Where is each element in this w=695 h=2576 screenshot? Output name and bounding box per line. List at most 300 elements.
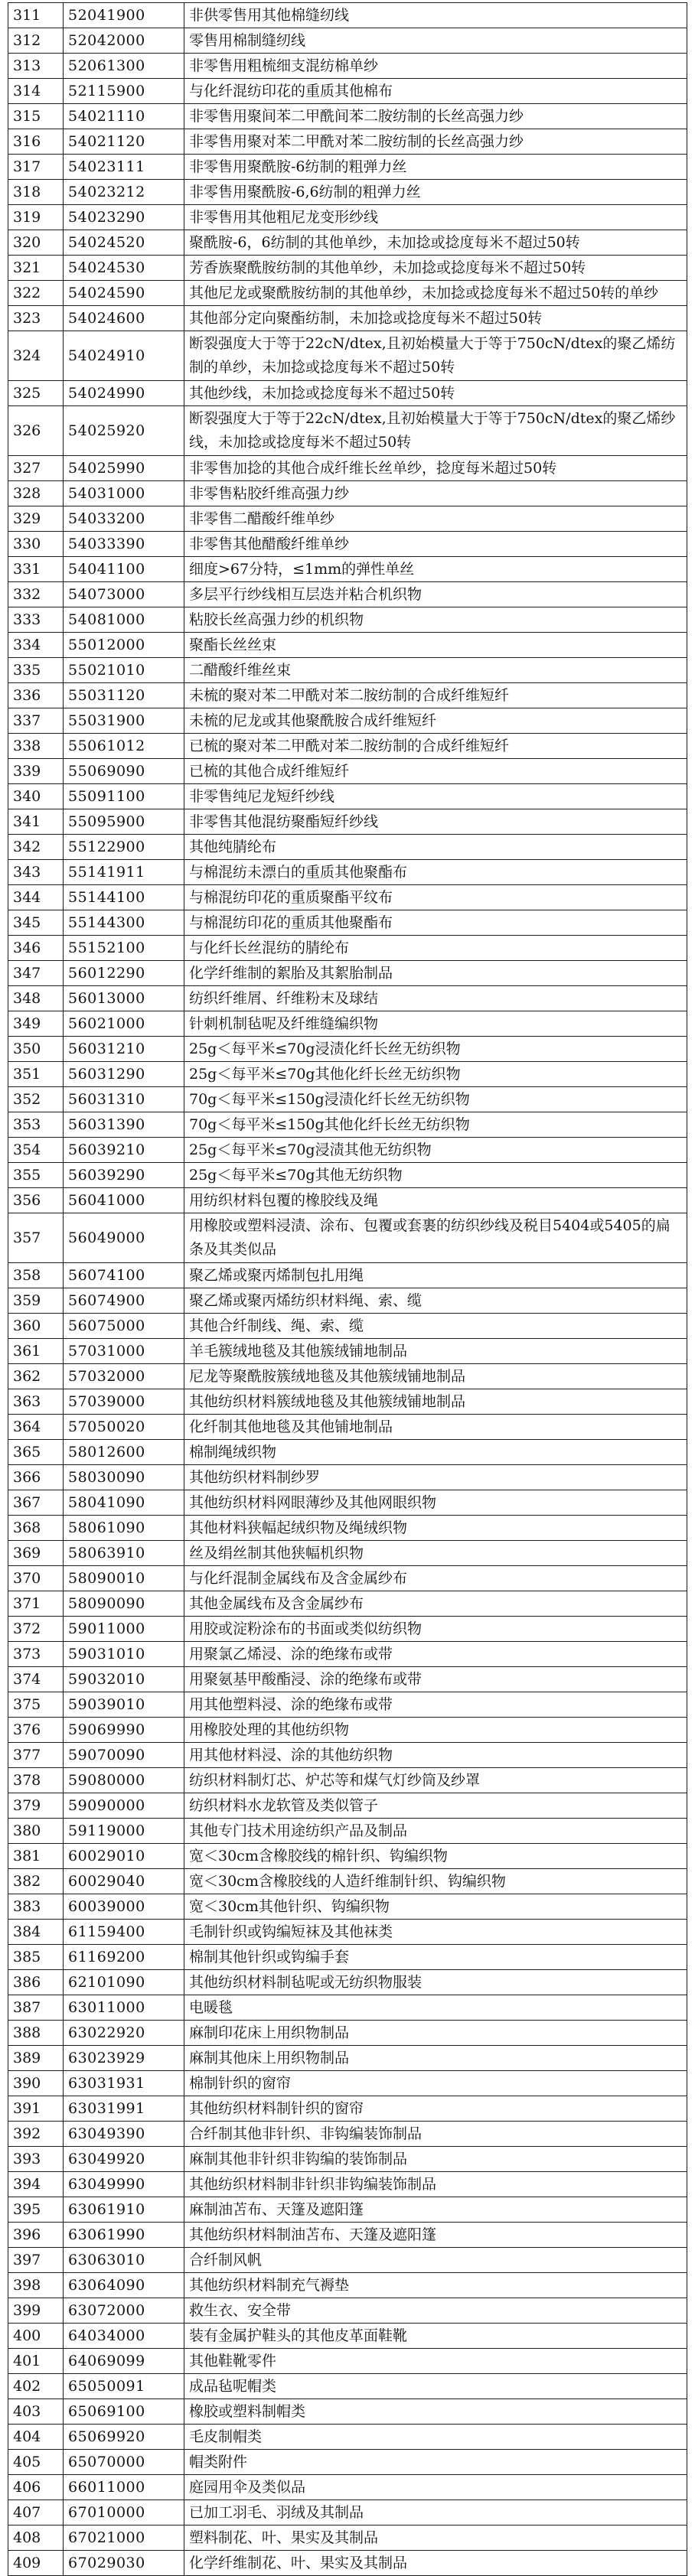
goods-description: 其他纺织材料网眼薄纱及其他网眼织物 <box>184 1490 687 1516</box>
hs-code: 55012000 <box>64 633 184 658</box>
row-number: 363 <box>8 1389 64 1415</box>
goods-description: 宽＜30cm含橡胶线的人造纤维制针织、钩编织物 <box>184 1869 687 1894</box>
hs-code: 58030090 <box>64 1465 184 1490</box>
row-number: 337 <box>8 708 64 734</box>
hs-code: 55031120 <box>64 683 184 708</box>
goods-description: 毛皮制帽类 <box>184 2425 687 2450</box>
hs-code: 60029010 <box>64 1844 184 1869</box>
table-row <box>8 1591 687 1617</box>
hs-code: 59070090 <box>64 1743 184 1768</box>
hs-code: 56031390 <box>64 1112 184 1138</box>
table-row <box>8 2273 687 2298</box>
table-row <box>8 481 687 506</box>
row-number: 401 <box>8 2349 64 2374</box>
goods-description: 棉制其他针织或钩编手套 <box>184 1945 687 1970</box>
row-number: 376 <box>8 1718 64 1743</box>
hs-code: 63023929 <box>64 2046 184 2071</box>
row-number: 328 <box>8 481 64 506</box>
goods-description: 麻制印花床上用织物制品 <box>184 2021 687 2046</box>
table-row <box>8 2374 687 2399</box>
goods-description: 25g＜每平米≤70g浸渍其他无纺织物 <box>184 1138 687 1163</box>
row-number: 340 <box>8 784 64 809</box>
goods-description: 棉制针织的窗帘 <box>184 2071 687 2096</box>
row-number: 355 <box>8 1163 64 1188</box>
row-number: 383 <box>8 1894 64 1920</box>
hs-code: 63061910 <box>64 2197 184 2223</box>
table-row <box>8 633 687 658</box>
goods-description: 非零售用其他粗尼龙变形纱线 <box>184 205 687 230</box>
table-row <box>8 281 687 306</box>
row-number: 373 <box>8 1642 64 1667</box>
table-row <box>8 1718 687 1743</box>
hs-code: 63031931 <box>64 2071 184 2096</box>
table-row <box>8 2500 687 2526</box>
table-row <box>8 1667 687 1692</box>
goods-description: 其他纺织材料制油苫布、天篷及遮阳篷 <box>184 2223 687 2248</box>
hs-code: 56031290 <box>64 1062 184 1087</box>
goods-description: 其他纯腈纶布 <box>184 835 687 860</box>
row-number: 353 <box>8 1112 64 1138</box>
table-row <box>8 1566 687 1591</box>
table-row <box>8 1541 687 1566</box>
row-number: 409 <box>8 2551 64 2576</box>
table-row <box>8 607 687 633</box>
hs-code: 60029040 <box>64 1869 184 1894</box>
hs-code: 55144300 <box>64 910 184 936</box>
goods-description: 断裂强度大于等于22cN/dtex,且初始模量大于等于750cN/dtex的聚乙烯纱线，未加捻或捻度每米不超过50转 <box>184 406 687 456</box>
goods-description: 其他专门技术用途纺织产品及制品 <box>184 1819 687 1844</box>
row-number: 341 <box>8 809 64 835</box>
hs-code: 55095900 <box>64 809 184 835</box>
hs-code: 58063910 <box>64 1541 184 1566</box>
hs-code: 67010000 <box>64 2500 184 2526</box>
row-number: 369 <box>8 1541 64 1566</box>
hs-code: 54033390 <box>64 532 184 557</box>
table-row <box>8 2172 687 2197</box>
goods-description: 非零售二醋酸纤维单纱 <box>184 506 687 532</box>
table-row <box>8 1364 687 1389</box>
hs-code: 67021000 <box>64 2526 184 2551</box>
goods-description: 断裂强度大于等于22cN/dtex,且初始模量大于等于750cN/dtex的聚乙烯纺制的单纱，未加捻或捻度每米不超过50转 <box>184 331 687 381</box>
goods-description: 芳香族聚酰胺纺制的其他单纱，未加捻或捻度每米不超过50转 <box>184 256 687 281</box>
goods-description: 聚酰胺-6，6纺制的其他单纱，未加捻或捻度每米不超过50转 <box>184 230 687 256</box>
hs-code: 54024590 <box>64 281 184 306</box>
goods-description: 丝及绢丝制其他狭幅机织物 <box>184 1541 687 1566</box>
goods-description: 尼龙等聚酰胺簇绒地毯及其他簇绒铺地制品 <box>184 1364 687 1389</box>
table-row <box>8 1920 687 1945</box>
goods-description: 其他纺织材料制非针织非钩编装饰制品 <box>184 2172 687 2197</box>
goods-description: 零售用棉制缝纫线 <box>184 28 687 54</box>
goods-description: 25g＜每平米≤70g其他无纺织物 <box>184 1163 687 1188</box>
goods-description: 聚乙烯或聚丙烯纺织材料绳、索、缆 <box>184 1288 687 1314</box>
tariff-table <box>8 2 687 2576</box>
row-number: 361 <box>8 1339 64 1364</box>
row-number: 377 <box>8 1743 64 1768</box>
hs-code: 60039000 <box>64 1894 184 1920</box>
goods-description: 非供零售用其他棉缝纫线 <box>184 3 687 28</box>
goods-description: 化纤制其他地毯及其他铺地制品 <box>184 1415 687 1440</box>
table-row <box>8 205 687 230</box>
goods-description: 未梳的尼龙或其他聚酰胺合成纤维短纤 <box>184 708 687 734</box>
row-number: 313 <box>8 54 64 79</box>
goods-description: 非零售其他混纺聚酯短纤纱线 <box>184 809 687 835</box>
row-number: 389 <box>8 2046 64 2071</box>
goods-description: 70g＜每平米≤150g其他化纤长丝无纺织物 <box>184 1112 687 1138</box>
hs-code: 63049990 <box>64 2172 184 2197</box>
hs-code: 63063010 <box>64 2248 184 2273</box>
hs-code: 55069090 <box>64 759 184 784</box>
row-number: 342 <box>8 835 64 860</box>
hs-code: 64069099 <box>64 2349 184 2374</box>
row-number: 360 <box>8 1314 64 1339</box>
goods-description: 帽类附件 <box>184 2450 687 2475</box>
goods-description: 70g＜每平米≤150g浸渍化纤长丝无纺织物 <box>184 1087 687 1112</box>
goods-description: 二醋酸纤维丝束 <box>184 658 687 683</box>
hs-code: 56074100 <box>64 1263 184 1288</box>
goods-description: 其他材料狭幅起绒织物及绳绒织物 <box>184 1516 687 1541</box>
hs-code: 59080000 <box>64 1768 184 1793</box>
hs-code: 66011000 <box>64 2475 184 2500</box>
row-number: 312 <box>8 28 64 54</box>
row-number: 329 <box>8 506 64 532</box>
goods-description: 用聚氯乙烯浸、涂的绝缘布或带 <box>184 1642 687 1667</box>
table-row <box>8 2526 687 2551</box>
row-number: 324 <box>8 331 64 381</box>
hs-code: 54021120 <box>64 129 184 155</box>
row-number: 319 <box>8 205 64 230</box>
goods-description: 化学纤维制花、叶、果实及其制品 <box>184 2551 687 2576</box>
hs-code: 52041900 <box>64 3 184 28</box>
goods-description: 非零售粘胶纤维高强力纱 <box>184 481 687 506</box>
row-number: 318 <box>8 180 64 205</box>
hs-code: 63064090 <box>64 2273 184 2298</box>
table-row <box>8 331 687 381</box>
goods-description: 塑料制花、叶、果实及其制品 <box>184 2526 687 2551</box>
table-row <box>8 986 687 1011</box>
row-number: 311 <box>8 3 64 28</box>
table-row <box>8 1415 687 1440</box>
hs-code: 58090010 <box>64 1566 184 1591</box>
hs-code: 54073000 <box>64 582 184 607</box>
table-row <box>8 1743 687 1768</box>
goods-description: 其他合纤制线、绳、索、缆 <box>184 1314 687 1339</box>
hs-code: 55122900 <box>64 835 184 860</box>
table-row <box>8 683 687 708</box>
goods-description: 用橡胶处理的其他纺织物 <box>184 1718 687 1743</box>
row-number: 332 <box>8 582 64 607</box>
table-row <box>8 2096 687 2122</box>
goods-description: 其他鞋靴零件 <box>184 2349 687 2374</box>
goods-description: 橡胶或塑料制帽类 <box>184 2399 687 2425</box>
goods-description: 非零售加捻的其他合成纤维长丝单纱，捻度每米超过50转 <box>184 456 687 481</box>
goods-description: 救生衣、安全带 <box>184 2298 687 2324</box>
row-number: 359 <box>8 1288 64 1314</box>
row-number: 386 <box>8 1970 64 1995</box>
goods-description: 与棉混纺印花的重质其他聚酯布 <box>184 910 687 936</box>
row-number: 406 <box>8 2475 64 2500</box>
goods-description: 与化纤混纺印花的重质其他棉布 <box>184 79 687 104</box>
hs-code: 56039210 <box>64 1138 184 1163</box>
goods-description: 细度>67分特，≤1mm的弹性单丝 <box>184 557 687 582</box>
goods-description: 非零售其他醋酸纤维单纱 <box>184 532 687 557</box>
goods-description: 与化纤混制金属线布及含金属纱布 <box>184 1566 687 1591</box>
hs-code: 55141911 <box>64 860 184 885</box>
hs-code: 54023290 <box>64 205 184 230</box>
table-row <box>8 28 687 54</box>
hs-code: 56021000 <box>64 1011 184 1037</box>
hs-code: 54033200 <box>64 506 184 532</box>
hs-code: 56049000 <box>64 1213 184 1263</box>
table-row <box>8 381 687 406</box>
table-row <box>8 180 687 205</box>
table-row <box>8 1389 687 1415</box>
table-row <box>8 708 687 734</box>
goods-description: 麻制油苫布、天篷及遮阳篷 <box>184 2197 687 2223</box>
goods-description: 毛制针织或钩编短袜及其他袜类 <box>184 1920 687 1945</box>
row-number: 403 <box>8 2399 64 2425</box>
hs-code: 56031210 <box>64 1037 184 1062</box>
hs-code: 63061990 <box>64 2223 184 2248</box>
hs-code: 55152100 <box>64 936 184 961</box>
goods-description: 其他尼龙或聚酰胺纺制的其他单纱，未加捻或捻度每米不超过50转的单纱 <box>184 281 687 306</box>
table-row <box>8 1768 687 1793</box>
goods-description: 麻制其他非针织非钩编的装饰制品 <box>184 2147 687 2172</box>
table-row <box>8 784 687 809</box>
table-row <box>8 2349 687 2374</box>
hs-code: 54041100 <box>64 557 184 582</box>
table-row <box>8 79 687 104</box>
row-number: 334 <box>8 633 64 658</box>
row-number: 387 <box>8 1995 64 2021</box>
hs-code: 57031000 <box>64 1339 184 1364</box>
row-number: 357 <box>8 1213 64 1263</box>
table-row <box>8 2071 687 2096</box>
table-row <box>8 2425 687 2450</box>
goods-description: 其他部分定向聚酯纺制，未加捻或捻度每米不超过50转 <box>184 306 687 331</box>
hs-code: 55021010 <box>64 658 184 683</box>
hs-code: 63031991 <box>64 2096 184 2122</box>
table-row <box>8 860 687 885</box>
hs-code: 65069920 <box>64 2425 184 2450</box>
row-number: 351 <box>8 1062 64 1087</box>
hs-code: 59031010 <box>64 1642 184 1667</box>
hs-code: 65050091 <box>64 2374 184 2399</box>
row-number: 323 <box>8 306 64 331</box>
goods-description: 已加工羽毛、羽绒及其制品 <box>184 2500 687 2526</box>
goods-description: 与棉混纺未漂白的重质其他聚酯布 <box>184 860 687 885</box>
hs-code: 55031900 <box>64 708 184 734</box>
table-row <box>8 155 687 180</box>
table-row <box>8 2147 687 2172</box>
goods-description: 麻制其他床上用织物制品 <box>184 2046 687 2071</box>
goods-description: 宽＜30cm其他针织、钩编织物 <box>184 1894 687 1920</box>
table-row <box>8 2551 687 2576</box>
row-number: 331 <box>8 557 64 582</box>
hs-code: 59119000 <box>64 1819 184 1844</box>
hs-code: 54025990 <box>64 456 184 481</box>
row-number: 326 <box>8 406 64 456</box>
goods-description: 羊毛簇绒地毯及其他簇绒铺地制品 <box>184 1339 687 1364</box>
hs-code: 59069990 <box>64 1718 184 1743</box>
goods-description: 非零售用聚间苯二甲酰间苯二胺纺制的长丝高强力纱 <box>184 104 687 129</box>
row-number: 402 <box>8 2374 64 2399</box>
hs-code: 63049390 <box>64 2122 184 2147</box>
hs-code: 65069100 <box>64 2399 184 2425</box>
row-number: 320 <box>8 230 64 256</box>
goods-description: 25g＜每平米≤70g浸渍化纤长丝无纺织物 <box>184 1037 687 1062</box>
table-row <box>8 1894 687 1920</box>
table-row <box>8 1970 687 1995</box>
goods-description: 电暖毯 <box>184 1995 687 2021</box>
goods-description: 已梳的聚对苯二甲酰对苯二胺纺制的合成纤维短纤 <box>184 734 687 759</box>
table-row <box>8 1945 687 1970</box>
row-number: 379 <box>8 1793 64 1819</box>
table-row <box>8 1617 687 1642</box>
table-row <box>8 129 687 155</box>
row-number: 404 <box>8 2425 64 2450</box>
hs-code: 56031310 <box>64 1087 184 1112</box>
goods-description: 25g＜每平米≤70g其他化纤长丝无纺织物 <box>184 1062 687 1087</box>
table-row <box>8 835 687 860</box>
row-number: 390 <box>8 2071 64 2096</box>
table-row <box>8 557 687 582</box>
row-number: 315 <box>8 104 64 129</box>
row-number: 350 <box>8 1037 64 1062</box>
row-number: 317 <box>8 155 64 180</box>
table-row <box>8 1087 687 1112</box>
goods-description: 其他纺织材料制针织的窗帘 <box>184 2096 687 2122</box>
row-number: 405 <box>8 2450 64 2475</box>
goods-description: 其他纺织材料制毡呢或无纺织物服装 <box>184 1970 687 1995</box>
table-row <box>8 306 687 331</box>
table-row <box>8 2223 687 2248</box>
row-number: 391 <box>8 2096 64 2122</box>
goods-description: 聚酯长丝丝束 <box>184 633 687 658</box>
row-number: 347 <box>8 961 64 986</box>
row-number: 362 <box>8 1364 64 1389</box>
table-row <box>8 961 687 986</box>
hs-code: 55061012 <box>64 734 184 759</box>
hs-code: 61159400 <box>64 1920 184 1945</box>
row-number: 366 <box>8 1465 64 1490</box>
goods-description: 成品毡呢帽类 <box>184 2374 687 2399</box>
table-row <box>8 1844 687 1869</box>
table-row <box>8 2298 687 2324</box>
row-number: 385 <box>8 1945 64 1970</box>
table-row <box>8 1642 687 1667</box>
hs-code: 54024910 <box>64 331 184 381</box>
goods-description: 化学纤维制的絮胎及其絮胎制品 <box>184 961 687 986</box>
hs-code: 65070000 <box>64 2450 184 2475</box>
table-row <box>8 230 687 256</box>
row-number: 348 <box>8 986 64 1011</box>
table-row <box>8 2399 687 2425</box>
table-row <box>8 1213 687 1263</box>
row-number: 392 <box>8 2122 64 2147</box>
row-number: 396 <box>8 2223 64 2248</box>
hs-code: 58041090 <box>64 1490 184 1516</box>
table-row <box>8 734 687 759</box>
goods-description: 合纤制其他非针织、非钩编装饰制品 <box>184 2122 687 2147</box>
hs-code: 58061090 <box>64 1516 184 1541</box>
table-row <box>8 936 687 961</box>
hs-code: 52115900 <box>64 79 184 104</box>
goods-description: 合纤制风帆 <box>184 2248 687 2273</box>
goods-description: 未梳的聚对苯二甲酰对苯二胺纺制的合成纤维短纤 <box>184 683 687 708</box>
goods-description: 纺织纤维屑、纤维粉末及球结 <box>184 986 687 1011</box>
row-number: 397 <box>8 2248 64 2273</box>
hs-code: 54024600 <box>64 306 184 331</box>
hs-code: 56013000 <box>64 986 184 1011</box>
goods-description: 非零售用粗梳细支混纺棉单纱 <box>184 54 687 79</box>
hs-code: 59090000 <box>64 1793 184 1819</box>
row-number: 380 <box>8 1819 64 1844</box>
table-row <box>8 1490 687 1516</box>
table-row <box>8 456 687 481</box>
table-row <box>8 2197 687 2223</box>
table-row <box>8 1314 687 1339</box>
table-row <box>8 406 687 456</box>
row-number: 370 <box>8 1566 64 1591</box>
row-number: 368 <box>8 1516 64 1541</box>
hs-code: 56075000 <box>64 1314 184 1339</box>
row-number: 345 <box>8 910 64 936</box>
table-row <box>8 1188 687 1213</box>
hs-code: 54081000 <box>64 607 184 633</box>
table-row <box>8 1440 687 1465</box>
goods-description: 棉制绳绒织物 <box>184 1440 687 1465</box>
table-row <box>8 2475 687 2500</box>
table-row <box>8 582 687 607</box>
row-number: 395 <box>8 2197 64 2223</box>
row-number: 339 <box>8 759 64 784</box>
row-number: 384 <box>8 1920 64 1945</box>
row-number: 316 <box>8 129 64 155</box>
row-number: 349 <box>8 1011 64 1037</box>
hs-code: 63049920 <box>64 2147 184 2172</box>
hs-code: 56041000 <box>64 1188 184 1213</box>
row-number: 388 <box>8 2021 64 2046</box>
hs-code: 63072000 <box>64 2298 184 2324</box>
goods-description: 针刺机制毡呢及纤维缝编织物 <box>184 1011 687 1037</box>
row-number: 408 <box>8 2526 64 2551</box>
goods-description: 用其他塑料浸、涂的绝缘布或带 <box>184 1692 687 1718</box>
row-number: 382 <box>8 1869 64 1894</box>
table-row <box>8 1339 687 1364</box>
table-row <box>8 658 687 683</box>
row-number: 333 <box>8 607 64 633</box>
goods-description: 其他纺织材料制充气褥垫 <box>184 2273 687 2298</box>
goods-description: 装有金属护鞋头的其他皮革面鞋靴 <box>184 2324 687 2349</box>
hs-code: 52061300 <box>64 54 184 79</box>
hs-code: 57032000 <box>64 1364 184 1389</box>
row-number: 375 <box>8 1692 64 1718</box>
table-row <box>8 1516 687 1541</box>
row-number: 381 <box>8 1844 64 1869</box>
table-row <box>8 1288 687 1314</box>
row-number: 338 <box>8 734 64 759</box>
hs-code: 54024520 <box>64 230 184 256</box>
goods-description: 多层平行纱线相互层迭并粘合机织物 <box>184 582 687 607</box>
table-row <box>8 3 687 28</box>
table-row <box>8 1163 687 1188</box>
table-row <box>8 2324 687 2349</box>
row-number: 407 <box>8 2500 64 2526</box>
hs-code: 63011000 <box>64 1995 184 2021</box>
hs-code: 64034000 <box>64 2324 184 2349</box>
row-number: 321 <box>8 256 64 281</box>
table-row <box>8 2046 687 2071</box>
